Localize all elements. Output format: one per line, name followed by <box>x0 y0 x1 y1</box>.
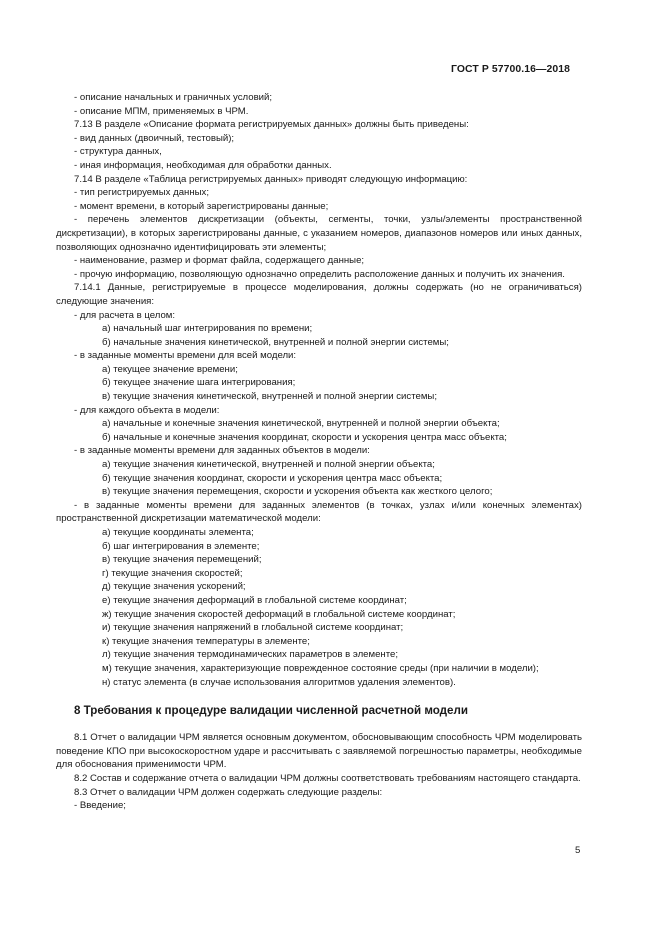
page-number: 5 <box>575 845 581 856</box>
section-8-title: 8 Требования к процедуре валидации численной расчетной модели <box>74 704 468 718</box>
list-item: - для расчета в целом: <box>74 309 176 321</box>
sub-list-item: в) текущие значения кинетической, внутренней и полной энергии системы; <box>102 391 437 403</box>
sub-list-item: а) текущее значение времени; <box>102 363 238 375</box>
sub-list-item: в) текущие значения перемещения, скорости и ускорения объекта как жесткого целого; <box>102 486 493 498</box>
sub-list-item: л) текущие значения термодинамических параметров в элементе; <box>102 649 399 661</box>
section-8-content <box>56 731 582 813</box>
paragraph: 7.14 В разделе «Таблица регистрируемых данных» приводят следующую информацию: <box>74 173 468 185</box>
paragraph: 8.2 Состав и содержание отчета о валидации ЧРМ должны соответствовать требованиям настоящего стандарта. <box>74 772 581 784</box>
sub-list-item: в) текущие значения перемещений; <box>102 554 262 566</box>
list-item: - наименование, размер и формат файла, содержащего данные; <box>74 255 365 267</box>
paragraph: 7.14.1 Данные, регистрируемые в процессе моделирования, должны содержать (но не ограничиваться) следующие значения: <box>56 282 582 307</box>
list-item: - в заданные моменты времени для всей модели: <box>74 350 297 362</box>
sub-list-item: и) текущие значения напряжений в глобальной системе координат; <box>102 622 404 634</box>
list-item: - тип регистрируемых данных; <box>74 187 209 199</box>
list-item: - прочую информацию, позволяющую однозначно определить расположение данных и получить их значения. <box>74 268 565 280</box>
sub-list-item: к) текущие значения температуры в элементе; <box>102 635 310 647</box>
sub-list-item: б) текущее значение шага интегрирования; <box>102 377 296 389</box>
list-item: - вид данных (двоичный, тестовый); <box>74 132 235 144</box>
section-7-content <box>56 91 582 689</box>
list-item: - момент времени, в который зарегистрированы данные; <box>74 200 329 212</box>
sub-list-item: а) начальные и конечные значения кинетической, внутренней и полной энергии объекта; <box>102 418 500 430</box>
sub-list-item: а) начальный шаг интегрирования по времени; <box>102 323 313 335</box>
sub-list-item: а) текущие значения кинетической, внутренней и полной энергии объекта; <box>102 459 435 471</box>
list-item: - в заданные моменты времени для заданных объектов в модели: <box>74 445 370 457</box>
sub-list-item: ж) текущие значения скоростей деформаций в глобальной системе координат; <box>102 608 456 620</box>
sub-list-item: д) текущие значения ускорений; <box>102 581 246 593</box>
sub-list-item: а) текущие координаты элемента; <box>102 527 254 538</box>
paragraph: 8.3 Отчет о валидации ЧРМ должен содержать следующие разделы: <box>74 786 383 798</box>
list-item: - для каждого объекта в модели: <box>74 404 220 416</box>
sub-list-item: м) текущие значения, характеризующие поврежденное состояние среды (при наличии в модели); <box>102 662 539 674</box>
sub-list-item: н) статус элемента (в случае использования алгоритмов удаления элементов). <box>102 676 456 688</box>
standard-header: ГОСТ Р 57700.16—2018 <box>451 64 570 75</box>
sub-list-item: б) начальные и конечные значения координат, скорости и ускорения центра масс объекта; <box>102 431 507 443</box>
list-item: - описание МПМ, применяемых в ЧРМ. <box>74 105 249 117</box>
list-item: - Введение; <box>74 800 126 812</box>
sub-list-item: е) текущие значения деформаций в глобальной системе координат; <box>102 594 407 606</box>
document-body <box>56 91 582 813</box>
list-item: - иная информация, необходимая для обработки данных. <box>74 159 332 171</box>
sub-list-item: б) начальные значения кинетической, внутренней и полной энергии системы; <box>102 336 449 348</box>
paragraph: 8.1 Отчет о валидации ЧРМ является основным документом, обосновывающим способность ЧРМ моделировать поведение КПО при высокоскоростном ударе и рассчитывать с заявляемой погрешностью параметры, необходимые для обоснования применимости ЧРМ. <box>56 732 582 771</box>
list-item: - описание начальных и граничных условий; <box>74 92 273 103</box>
sub-list-item: г) текущие значения скоростей; <box>102 567 243 579</box>
list-item: - в заданные моменты времени для заданных элементов (в точках, узлах и/или конечных элементах) пространственной дискретизации математической модели: <box>56 499 582 525</box>
paragraph: 7.13 В разделе «Описание формата регистрируемых данных» должны быть приведены: <box>74 119 469 131</box>
list-item: - структура данных, <box>74 146 162 158</box>
sub-list-item: б) текущие значения координат, скорости и ускорения центра масс объекта; <box>102 472 443 484</box>
sub-list-item: б) шаг интегрирования в элементе; <box>102 540 260 552</box>
list-item: - перечень элементов дискретизации (объекты, сегменты, точки, узлы/элементы пространственной дискретизации), в которых зарегистрированы данные, с указанием номеров, диапазонов номеров или иных данных, позволяющих однозначно идентифицировать эти элементы; <box>56 214 582 253</box>
